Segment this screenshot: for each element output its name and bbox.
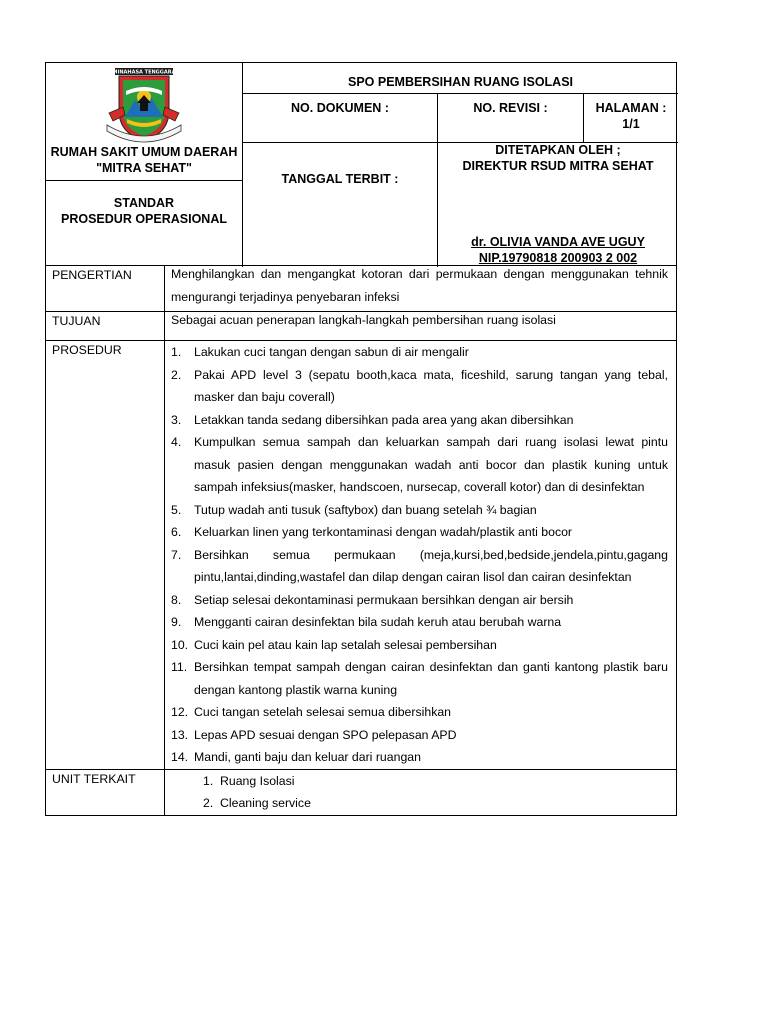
step-number: 10. bbox=[171, 637, 189, 652]
step-text: Mandi, ganti baju dan keluar dari ruangan bbox=[194, 750, 421, 764]
step-number: 6. bbox=[171, 525, 182, 539]
tujuan-cell bbox=[165, 312, 677, 341]
prosedur-label: PROSEDUR bbox=[46, 341, 165, 770]
divider bbox=[242, 93, 678, 94]
step-number: 4. bbox=[171, 435, 182, 449]
page-number bbox=[584, 100, 678, 132]
step-text: Keluarkan linen yang terkontaminasi dengan wadah/plastik anti bocor bbox=[194, 525, 573, 539]
step-number: 5. bbox=[171, 502, 182, 517]
hospital-name-line1: RUMAH SAKIT UMUM DAERAH bbox=[50, 145, 238, 159]
director-nip: NIP.19790818 200903 2 002 bbox=[478, 251, 638, 265]
divider bbox=[46, 180, 243, 181]
procedure-step bbox=[171, 364, 668, 409]
procedure-step bbox=[171, 724, 668, 747]
procedure-step bbox=[171, 634, 668, 657]
step-text: Tutup wadah anti tusuk (saftybox) dan buang setelah ¾ bagian bbox=[194, 502, 537, 517]
unit-terkait-cell bbox=[165, 769, 677, 815]
pengertian-label: PENGERTIAN bbox=[46, 266, 165, 312]
step-number: 11. bbox=[171, 660, 188, 674]
minahasa-tenggara-emblem-icon bbox=[101, 67, 187, 143]
procedure-step bbox=[171, 499, 668, 522]
row-unit-terkait bbox=[46, 769, 677, 815]
step-number: 2. bbox=[171, 367, 182, 382]
procedure-steps-list bbox=[171, 341, 668, 769]
step-text: Lakukan cuci tangan dengan sabun di air mengalir bbox=[194, 345, 469, 359]
spo-content-table bbox=[45, 265, 677, 816]
row-prosedur bbox=[46, 341, 677, 770]
step-text: Bersihkan tempat sampah dengan cairan desinfektan dan ganti kantong plastik baru dengan kantong plastik warna kuning bbox=[194, 660, 668, 697]
revision-label: NO. REVISI : bbox=[473, 101, 548, 115]
spo-document bbox=[45, 62, 677, 816]
step-number: 1. bbox=[171, 345, 182, 359]
hospital-name bbox=[46, 144, 242, 176]
unit-number: 1. bbox=[203, 773, 214, 788]
unit-text: Cleaning service bbox=[220, 796, 311, 810]
step-number: 7. bbox=[171, 547, 182, 562]
step-number: 12. bbox=[171, 705, 189, 719]
row-tujuan bbox=[46, 312, 677, 341]
row-pengertian bbox=[46, 266, 677, 312]
procedure-step bbox=[171, 341, 668, 364]
hospital-name-line2: "MITRA SEHAT" bbox=[96, 161, 192, 175]
procedure-step bbox=[171, 589, 668, 612]
step-text: Bersihkan semua permukaan (meja,kursi,bed,bedside,jendela,pintu,gagang pintu,lantai,dinding,wastafel dan dilap dengan cairan lisol dan cairan desinfektan bbox=[194, 547, 668, 584]
related-unit bbox=[193, 770, 668, 793]
step-text: Kumpulkan semua sampah dan keluarkan sampah dari ruang isolasi lewat pintu masuk pasien dengan menggunakan wadah anti bocor dan plastik kuning untuk sampah infeksius(masker, handscoen, nursecap, coverall kotor) dan di desinfektan bbox=[194, 435, 668, 494]
approved-by-label: DITETAPKAN OLEH ; bbox=[495, 143, 621, 157]
related-units-list bbox=[171, 770, 668, 815]
pengertian-cell bbox=[165, 266, 677, 312]
pengertian-text: Menghilangkan dan mengangkat kotoran dari permukaan dengan menggunakan tehnik mengurangi terjadinya penyebaran infeksi bbox=[171, 267, 668, 304]
step-text: Letakkan tanda sedang dibersihkan pada area yang akan dibersihkan bbox=[194, 412, 574, 427]
standard-line1: STANDAR bbox=[113, 196, 175, 210]
step-text: Setiap selesai dekontaminasi permukaan bersihkan dengan air bersih bbox=[194, 592, 574, 607]
step-text: Mengganti cairan desinfektan bila sudah keruh atau berubah warna bbox=[194, 615, 562, 629]
standard-line2: PROSEDUR OPERASIONAL bbox=[61, 212, 227, 226]
approval-block bbox=[438, 142, 678, 174]
step-text: Cuci kain pel atau kain lap setalah selesai pembersihan bbox=[194, 637, 497, 652]
director-signature bbox=[438, 234, 678, 266]
step-number: 8. bbox=[171, 592, 182, 607]
step-text: Pakai APD level 3 (sepatu booth,kaca mata, ficeshild, sarung tangan yang tebal, masker dan baju coverall) bbox=[194, 367, 668, 404]
step-number: 14. bbox=[171, 750, 189, 764]
director-name: dr. OLIVIA VANDA AVE UGUY bbox=[471, 235, 645, 249]
procedure-step bbox=[171, 409, 668, 432]
page-label: HALAMAN : bbox=[595, 101, 667, 115]
procedure-step bbox=[171, 521, 668, 544]
step-number: 9. bbox=[171, 615, 182, 629]
step-text: Lepas APD sesuai dengan SPO pelepasan APD bbox=[194, 727, 457, 742]
page-value: 1/1 bbox=[622, 117, 640, 131]
step-number: 13. bbox=[171, 727, 189, 742]
hospital-logo bbox=[101, 67, 187, 143]
step-number: 3. bbox=[171, 412, 182, 427]
prosedur-cell bbox=[165, 341, 677, 770]
document-number-label: NO. DOKUMEN : bbox=[291, 101, 389, 115]
document-header bbox=[45, 62, 677, 266]
tujuan-text: Sebagai acuan penerapan langkah-langkah pembersihan ruang isolasi bbox=[171, 313, 556, 327]
unit-number: 2. bbox=[203, 796, 214, 810]
tujuan-label: TUJUAN bbox=[46, 312, 165, 341]
spo-title: SPO PEMBERSIHAN RUANG ISOLASI bbox=[347, 75, 574, 89]
procedure-step bbox=[171, 431, 668, 499]
standard-title bbox=[46, 195, 242, 227]
procedure-step bbox=[171, 611, 668, 634]
procedure-step bbox=[171, 656, 668, 701]
procedure-step bbox=[171, 544, 668, 589]
issue-date-label: TANGGAL TERBIT : bbox=[281, 172, 399, 186]
procedure-step bbox=[171, 701, 668, 724]
unit-terkait-label: UNIT TERKAIT bbox=[46, 769, 165, 815]
unit-text: Ruang Isolasi bbox=[220, 773, 295, 788]
related-unit bbox=[193, 792, 668, 815]
svg-text:MINAHASA TENGGARA: MINAHASA TENGGARA bbox=[112, 69, 176, 76]
step-text: Cuci tangan setelah selesai semua dibersihkan bbox=[194, 705, 452, 719]
approver-title: DIREKTUR RSUD MITRA SEHAT bbox=[462, 159, 654, 173]
procedure-step bbox=[171, 746, 668, 769]
